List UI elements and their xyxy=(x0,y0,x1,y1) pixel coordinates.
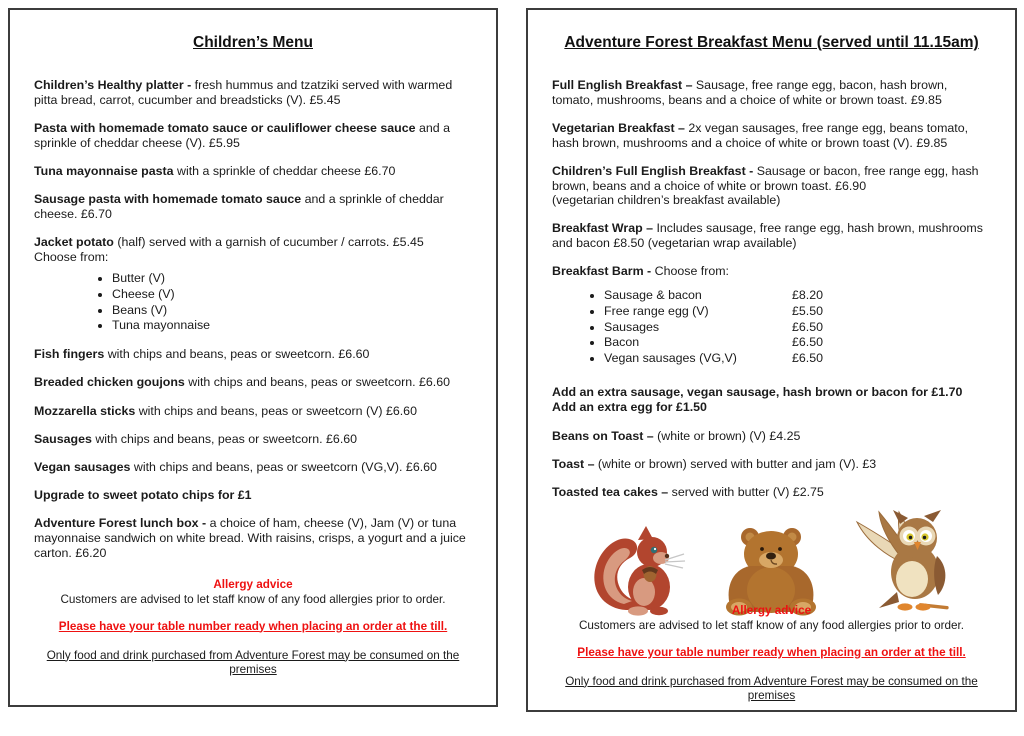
menu-item-name: Toast – xyxy=(552,456,595,471)
jacket-potato-options xyxy=(34,271,472,333)
menu-item-desc: with chips and beans, peas or sweetcorn (VG,V). £6.60 xyxy=(133,460,437,475)
menu-item-desc: served with butter (V) £2.75 xyxy=(671,484,824,499)
extras-line2: Add an extra egg for £1.50 xyxy=(552,400,707,415)
barm-option-price: £6.50 xyxy=(792,319,824,334)
barm-option-price: £5.50 xyxy=(792,303,824,318)
footer xyxy=(34,578,472,677)
owl-image xyxy=(853,504,965,616)
breakfast-barm-options xyxy=(552,288,991,367)
menu-item-desc: and a sprinkle of cheddar cheese (V). £5.95 xyxy=(34,120,450,150)
list-item: • Butter (V) xyxy=(112,271,472,287)
barm-option-price: £8.20 xyxy=(792,288,824,303)
menu-item-breakfast-barm xyxy=(552,264,991,279)
menu-item-name: Children’s Full English Breakfast - xyxy=(552,163,754,178)
list-item: • Tuna mayonnaise xyxy=(112,318,472,334)
menu-item-desc: (half) served with a garnish of cucumber / carrots. £5.45 xyxy=(117,234,424,249)
menu-item-jacket-potato xyxy=(34,235,472,264)
menu-item-healthy-platter xyxy=(34,78,472,107)
barm-option xyxy=(604,335,991,351)
menu-item-desc: (white or brown) served with butter and jam (V). £3 xyxy=(597,456,877,471)
extras-notice xyxy=(552,385,991,415)
menu-item-chicken-goujons xyxy=(34,375,472,390)
squirrel-image xyxy=(586,524,686,616)
menu-item-toast xyxy=(552,457,991,472)
menu-item-name: Tuna mayonnaise pasta xyxy=(34,163,174,178)
menu-item-sausages xyxy=(34,432,472,447)
menu-item-name: Adventure Forest lunch box - xyxy=(34,516,207,531)
barm-option xyxy=(604,320,991,336)
menu-item-lunch-box xyxy=(34,516,472,560)
menu-item-desc: with a sprinkle of cheddar cheese £6.70 xyxy=(177,163,396,178)
barm-option-price: £6.50 xyxy=(792,335,824,350)
breakfast-menu-page xyxy=(526,8,1017,712)
menu-item-fish-fingers xyxy=(34,347,472,362)
menu-item-desc: with chips and beans, peas or sweetcorn. £6.60 xyxy=(95,431,358,446)
menu-item-desc-line2: (vegetarian children’s breakfast available) xyxy=(552,193,781,208)
menu-item-name: Vegetarian Breakfast – xyxy=(552,120,685,135)
page-title: Children’s Menu xyxy=(193,34,313,51)
menu-item-name: Breaded chicken goujons xyxy=(34,375,185,390)
menu-item-tea-cakes xyxy=(552,485,991,500)
menu-item-name: Upgrade to sweet potato chips for £1 xyxy=(34,488,252,503)
menu-item-tuna-pasta xyxy=(34,164,472,179)
menu-item-vegan-sausages xyxy=(34,460,472,475)
menu-item-desc: with chips and beans, peas or sweetcorn. £6.60 xyxy=(107,347,370,362)
menu-item-desc: a choice of ham, cheese (V), Jam (V) or tuna mayonnaise sandwich on white bread. With raisins, crisps, a yogurt and a juice carton. £6.20 xyxy=(34,516,466,560)
barm-option-label: Sausages xyxy=(604,319,660,334)
barm-option-label: Free range egg (V) xyxy=(604,303,709,318)
barm-option-price: £6.50 xyxy=(792,351,824,366)
menu-item-upgrade-chips xyxy=(34,488,472,503)
table-number-notice: Please have your table number ready when placing an order at the till. xyxy=(577,645,966,659)
menu-item-name: Fish fingers xyxy=(34,347,105,362)
menu-item-desc: and a sprinkle of cheddar cheese. £6.70 xyxy=(34,192,444,221)
menu-item-name: Vegan sausages xyxy=(34,460,131,475)
list-item: • Beans (V) xyxy=(112,303,472,319)
menu-item-desc: Sausage or bacon, free range egg, hash brown, beans and a choice of white or brown toast. £6.90 xyxy=(552,163,979,193)
allergy-advice-title: Allergy advice xyxy=(213,577,293,591)
menu-item-desc: with chips and beans, peas or sweetcorn (V) £6.60 xyxy=(138,403,417,418)
menu-item-name: Beans on Toast – xyxy=(552,428,654,443)
menu-item-name: Breakfast Wrap – xyxy=(552,221,654,236)
menu-item-name: Pasta with homemade tomato sauce or cauliflower cheese sauce xyxy=(34,120,416,135)
premises-notice: Only food and drink purchased from Adventure Forest may be consumed on the premises xyxy=(565,674,978,702)
menu-item-desc: Choose from: xyxy=(654,264,729,279)
menu-item-name: Full English Breakfast – xyxy=(552,78,693,92)
menu-item-pasta-tomato xyxy=(34,121,472,150)
menu-item-desc: 2x vegan sausages, free range egg, beans tomato, hash brown, mushrooms and a choice of white or brown toast (V). £9.85 xyxy=(552,120,969,150)
list-item: • Cheese (V) xyxy=(112,287,472,303)
menu-item-desc: fresh hummus and tzatziki served with warmed pitta bread, carrot, cucumber and breadsticks (V). £5.45 xyxy=(34,78,453,107)
menu-item-desc: Includes sausage, free range egg, hash brown, mushrooms and bacon £8.50 (vegetarian wrap available) xyxy=(552,221,983,251)
menu-item-desc: with chips and beans, peas or sweetcorn. £6.60 xyxy=(188,375,450,390)
barm-option-label: Bacon xyxy=(604,335,640,350)
barm-option-label: Vegan sausages (VG,V) xyxy=(604,351,737,366)
menu-item-name: Sausages xyxy=(34,431,92,446)
bear-image xyxy=(716,524,824,616)
childrens-menu-page xyxy=(8,8,498,707)
barm-option-label: Sausage & bacon xyxy=(604,288,702,303)
menu-item-name: Jacket potato xyxy=(34,234,114,249)
menu-item-beans-on-toast xyxy=(552,429,991,444)
menu-item-childrens-full-english xyxy=(552,164,991,208)
premises-notice: Only food and drink purchased from Adventure Forest may be consumed on the premises xyxy=(46,648,460,676)
barm-option xyxy=(604,288,991,304)
allergy-advice-text: Customers are advised to let staff know of any food allergies prior to order. xyxy=(60,592,446,606)
menu-item-breakfast-wrap xyxy=(552,221,991,250)
menu-item-mozzarella-sticks xyxy=(34,404,472,419)
barm-option xyxy=(604,351,991,367)
menu-item-vegetarian-breakfast xyxy=(552,121,991,150)
page-title: Adventure Forest Breakfast Menu (served until 11.15am) xyxy=(564,34,979,51)
menu-item-desc: Sausage, free range egg, bacon, hash brown, tomato, mushrooms, beans and a choice of white or brown toast. £9.85 xyxy=(552,78,948,107)
menu-item-name: Sausage pasta with homemade tomato sauce xyxy=(34,192,302,207)
menu-item-name: Toasted tea cakes – xyxy=(552,484,669,499)
extras-line1: Add an extra sausage, vegan sausage, hash brown or bacon for £1.70 xyxy=(552,385,963,400)
allergy-advice-title: Allergy advice xyxy=(731,603,812,617)
menu-item-full-english xyxy=(552,78,991,107)
barm-option xyxy=(604,304,991,320)
menu-item-desc-line2: Choose from: xyxy=(34,249,109,264)
footer xyxy=(552,604,991,703)
menu-item-sausage-pasta xyxy=(34,192,472,221)
menu-item-name: Mozzarella sticks xyxy=(34,403,136,418)
allergy-advice-text: Customers are advised to let staff know of any food allergies prior to order. xyxy=(578,618,965,632)
forest-animals-row xyxy=(552,508,991,616)
menu-item-name: Children’s Healthy platter - xyxy=(34,78,192,92)
menu-item-desc: (white or brown) (V) £4.25 xyxy=(657,428,801,443)
table-number-notice: Please have your table number ready when placing an order at the till. xyxy=(58,619,448,633)
menu-item-name: Breakfast Barm - xyxy=(552,264,652,279)
